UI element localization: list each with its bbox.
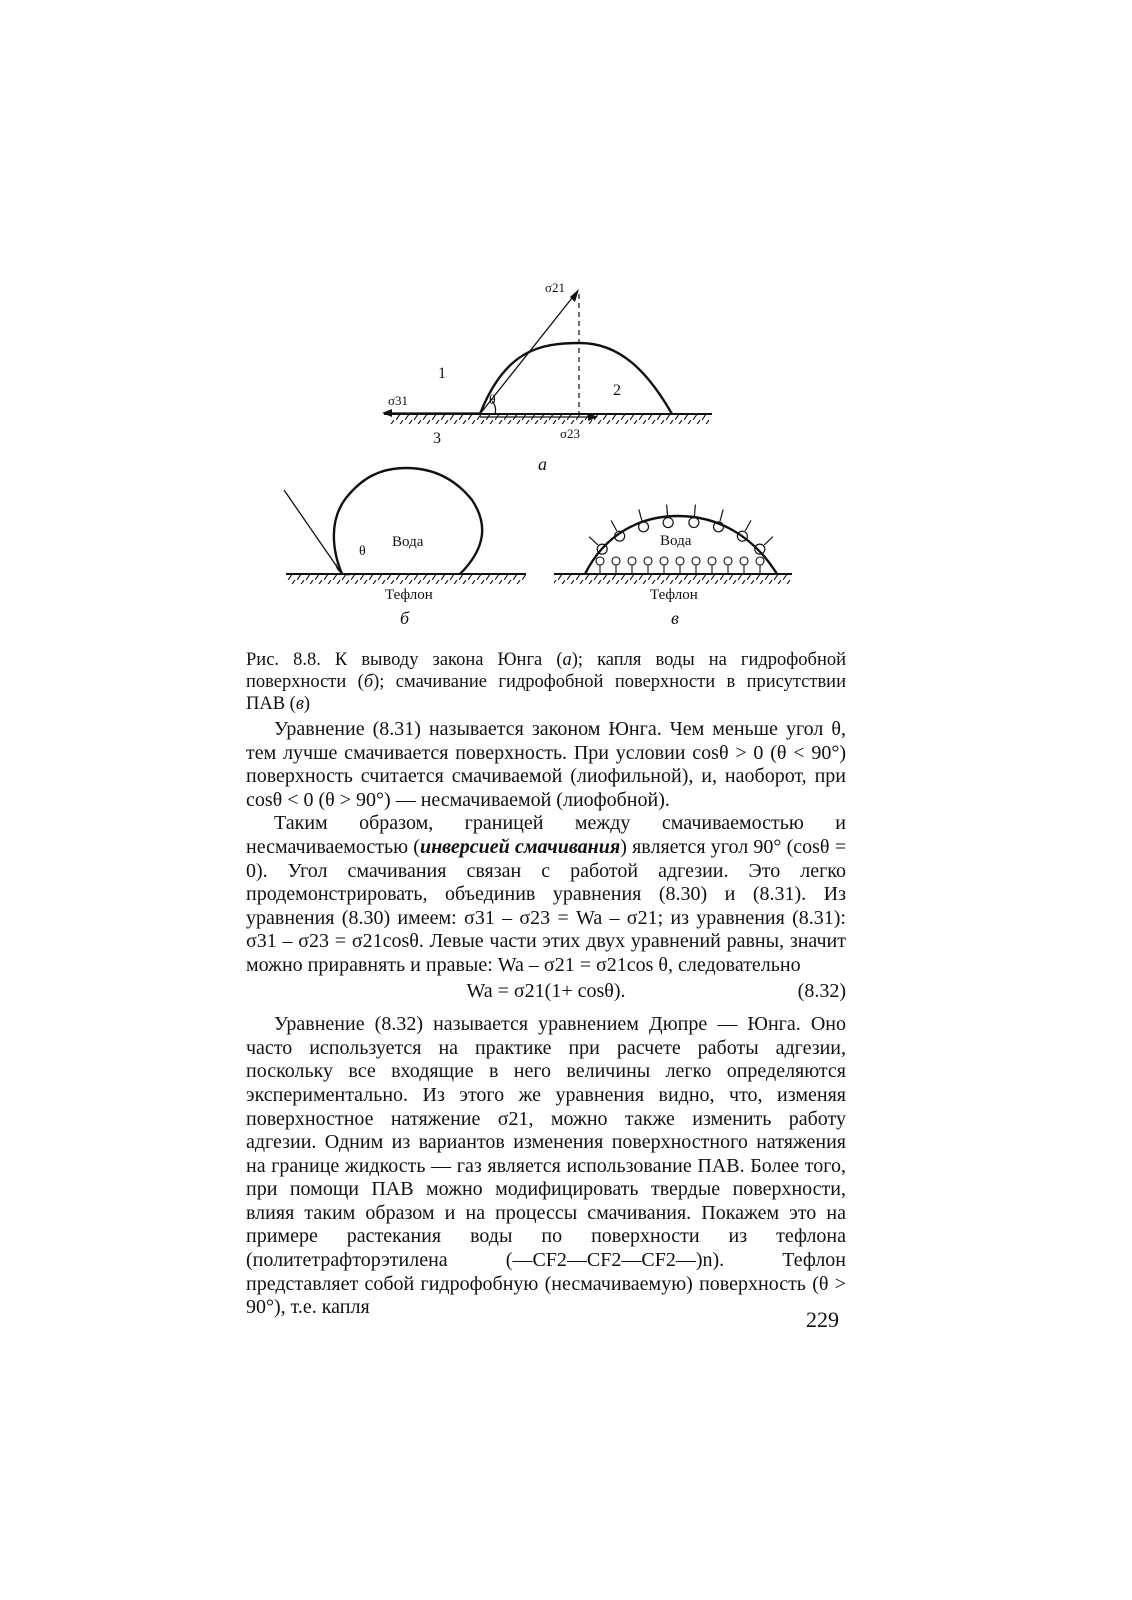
equation-text: Wa = σ21(1+ cosθ).: [466, 979, 626, 1002]
surfactant-head: [756, 557, 764, 565]
caption-prefix: Рис. 8.8. К выводу закона Юнга (: [246, 650, 563, 670]
surfactant-head: [663, 518, 673, 528]
drop-profile-b: [334, 468, 482, 574]
figure-caption: [246, 649, 846, 715]
caption-ref-b: б: [363, 672, 374, 692]
panel-a-letter: а: [538, 454, 547, 474]
equation-8-32: [246, 980, 846, 1004]
surfactant-tail: [745, 520, 751, 531]
surfactant-tail: [667, 505, 668, 517]
surfactant-head: [724, 557, 732, 565]
paragraph-wetting-inversion: [246, 812, 846, 977]
caption-ref-a: а: [562, 650, 572, 670]
region-3-label: 3: [433, 430, 441, 447]
teflon-label-b: Тефлон: [385, 587, 433, 603]
caption-ref-c: в: [295, 694, 304, 714]
caption-suffix: ): [303, 694, 311, 714]
term-wetting-inversion: инверсией смачивания: [419, 835, 621, 858]
surfactant-head: [692, 557, 700, 565]
surfactant-head: [676, 557, 684, 565]
panel-b: [284, 468, 526, 628]
sigma31-arrowhead: [382, 409, 392, 417]
panel-c: [554, 505, 792, 628]
theta-label-a: θ: [489, 393, 496, 408]
theta-label-b: θ: [359, 544, 366, 559]
surfactant-head: [708, 557, 716, 565]
panel-a: [382, 280, 712, 474]
surface-a: [384, 414, 712, 424]
surfactant-tail: [764, 537, 773, 545]
surface-b: [286, 574, 526, 584]
surfactant-head: [644, 557, 652, 565]
page-number: 229: [806, 1307, 839, 1332]
surfactants-on-surface: [596, 557, 764, 574]
sigma21-label: σ21: [545, 280, 566, 295]
panel-c-letter: в: [671, 608, 679, 628]
surfactant-tail: [720, 509, 723, 521]
region-1-label: 1: [438, 365, 446, 382]
sigma23-label: σ23: [560, 426, 581, 441]
figure-8-8: [0, 0, 1132, 650]
surfactant-head: [612, 557, 620, 565]
surface-c: [554, 574, 792, 584]
paragraph-young-law: Уравнение (8.31) называется законом Юнга. Чем меньше угол θ, тем лучше смачивается поверхность. При условии cosθ > 0 (θ < 90°) поверхность считается смачиваемой (лиофильной), и, наоборот, при cosθ < 0 (θ > 90°) — несмачиваемой (лиофобной).: [246, 718, 846, 811]
sigma31-label: σ31: [388, 393, 409, 408]
caption-mid-1: ); капля воды на гидрофобной поверхности (: [246, 650, 847, 692]
surfactant-head: [740, 557, 748, 565]
body-text: [246, 718, 846, 1320]
surfactant-head: [596, 557, 604, 565]
surfactant-head: [639, 522, 649, 532]
caption-mid-2: ); смачивание гидрофобной поверхности в присутствии ПАВ (: [246, 672, 846, 714]
surfactant-tail: [694, 505, 695, 517]
water-label-b: Вода: [392, 534, 424, 550]
surfactant-tail: [611, 520, 617, 531]
equation-number: (8.32): [797, 979, 846, 1002]
surfactant-head: [628, 557, 636, 565]
surfactant-tail: [639, 509, 642, 521]
paragraph-2-start: Таким образом, границей между смачиваемостью и несмачиваемостью (: [246, 812, 846, 858]
paragraph-dupre-young: Уравнение (8.32) называется уравнением Дюпре — Юнга. Оно часто используется на практике при расчете работы адгезии, поскольку все входящие в него величины легко определяются экспериментально. Из этого же уравнения видно, что, изменяя поверхностное натяжение σ21, можно также изменить работу адгезии. Одним из вариантов изменения поверхностного натяжения на границе жидкость — газ является использование ПАВ. Более того, при помощи ПАВ можно модифицировать твердые поверхности, влияя таким образом и на процессы смачивания. Покажем это на примере растекания воды по поверхности из тефлона (политетрафторэтилена (—CF2—CF2—CF2—)n). Тефлон представляет собой гидрофобную (несмачиваемую) поверхность (θ > 90°), т.е. капля: [246, 1013, 846, 1319]
panel-b-letter: б: [400, 608, 410, 628]
surfactant-head: [660, 557, 668, 565]
region-2-label: 2: [613, 382, 621, 399]
surfactant-tail: [589, 537, 598, 545]
surfactant-head: [689, 518, 699, 528]
paragraph-2-end: ) является угол 90° (cosθ = 0). Угол смачивания связан с работой адгезии. Это легко продемонстрировать, объединив уравнения (8.30) и (8.31). Из уравнения (8.30) имеем: σ31 – σ23 = Wa – σ21; из уравнения (8.31): σ31 – σ23 = σ21cosθ. Левые части этих двух уравнений равны, значит можно приравнять и правые: Wa – σ21 = σ21cos θ, следовательно: [246, 835, 846, 976]
sigma21-arrowhead: [570, 289, 579, 302]
teflon-label-c: Тефлон: [650, 587, 698, 603]
water-label-c: Вода: [660, 533, 692, 549]
